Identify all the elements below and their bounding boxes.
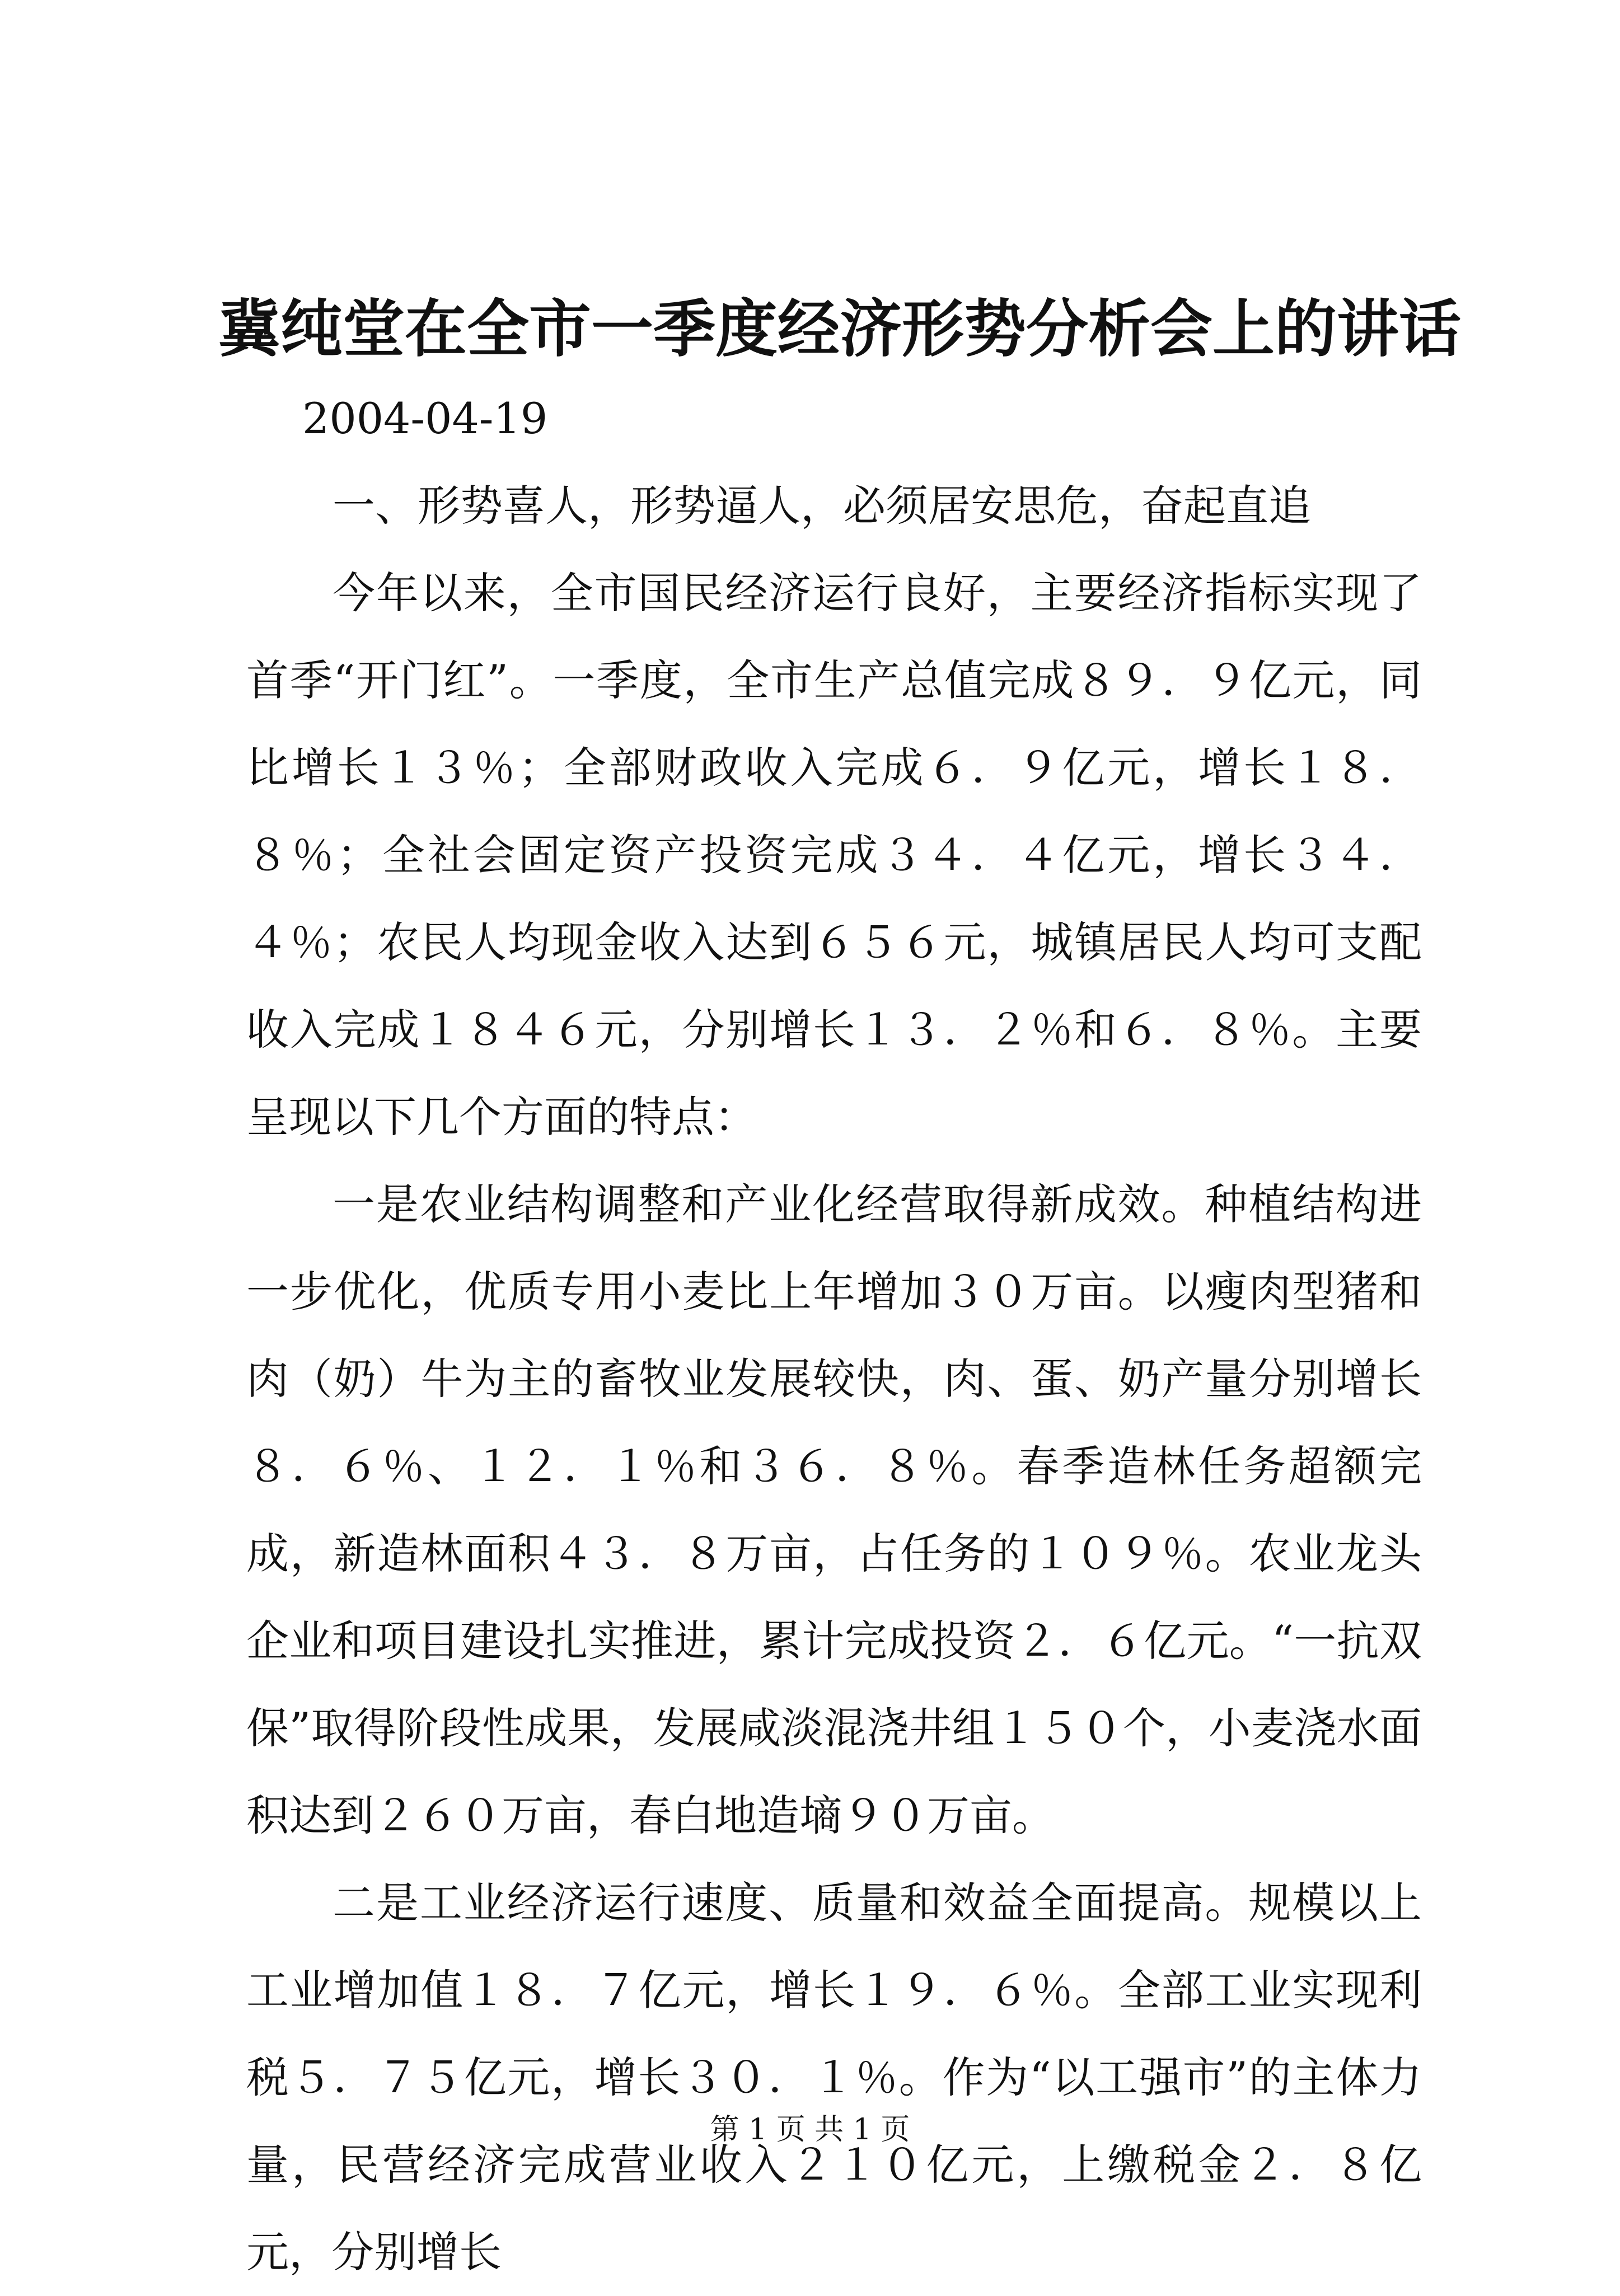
section-heading: 一、形势喜人，形势逼人，必须居安思危，奋起直追 (333, 481, 1311, 531)
document-body (246, 375, 1422, 2296)
document-date: 2004-04-19 (302, 393, 548, 443)
page-footer: 第 1 页 共 1 页 (710, 2113, 910, 2147)
document-title: 冀纯堂在全市一季度经济形势分析会上的讲话 (218, 293, 1462, 366)
paragraph-industry: 二是工业经济运行速度、质量和效益全面提高。规模以上工业增加值１８．７亿元，增长１９．６％。全部工业实现利税５．７５亿元，增长３０．１％。作为“以工强市”的主体力量，民营经济完成营业收入２１０亿元，上缴税金２．８亿元，分别增长 (246, 1878, 1422, 2277)
paragraph-agriculture: 一是农业结构调整和产业化经营取得新成效。种植结构进一步优化，优质专用小麦比上年增加３０万亩。以瘦肉型猪和肉（奶）牛为主的畜牧业发展较快，肉、蛋、奶产量分别增长８．６％、１２．１％和３６．８％。春季造林任务超额完成，新造林面积４３．８万亩，占任务的１０９％。农业龙头企业和项目建设扎实推进，累计完成投资２．６亿元。“一抗双保”取得阶段性成果，发展咸淡混浇井组１５０个，小麦浇水面积达到２６０万亩，春白地造墒９０万亩。 (246, 1179, 1422, 1840)
paragraph-intro: 今年以来，全市国民经济运行良好，主要经济指标实现了首季“开门红”。一季度，全市生产总值完成８９．９亿元，同比增长１３％；全部财政收入完成６．９亿元，增长１８．８％；全社会固定资产投资完成３４．４亿元，增长３４．４％；农民人均现金收入达到６５６元，城镇居民人均可支配收入完成１８４６元，分别增长１３．２％和６．８％。主要呈现以下几个方面的特点： (246, 568, 1422, 1142)
